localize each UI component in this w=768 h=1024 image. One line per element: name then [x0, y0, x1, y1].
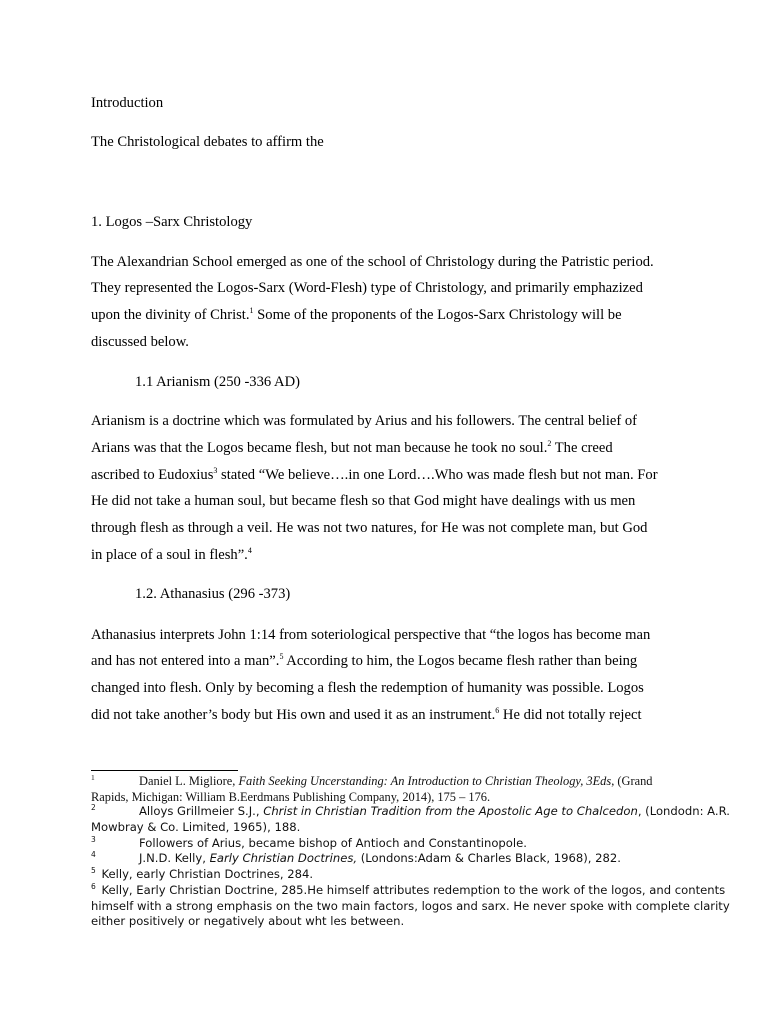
heading-introduction: Introduction [91, 95, 164, 111]
section-1-title: 1. Logos –Sarx Christology [91, 214, 253, 230]
arianism-line-6 [91, 548, 252, 563]
arianism-line-4: He did not take a human soul, but became flesh so that God might have dealings with us men [91, 493, 636, 509]
section-1-2-title: 1.2. Athanasius (296 -373) [135, 586, 291, 602]
footnote-ref-2[interactable]: 2 [547, 439, 552, 448]
athanasius-line-2 [91, 654, 637, 669]
footnote-ref-1[interactable]: 1 [249, 306, 254, 315]
text-run: Alloys Grillmeier S.J., [139, 804, 264, 818]
footnote-6: 6 Kelly, Early Christian Doctrine, 285.He himself attributes redemption to the work of the logos, and contents [91, 882, 726, 897]
section-1-line-4: discussed below. [91, 334, 189, 350]
text-run: ascribed to Eudoxius [91, 467, 214, 483]
text-run: Daniel L. Migliore, [139, 774, 239, 788]
text-run: in place of a soul in flesh”. [91, 547, 248, 563]
footnote-2: 2 Alloys Grillmeier S.J., Christ in Christian Tradition from the Apostolic Age to Chalcedon, (Londodn: A.R. [91, 803, 730, 818]
footnote-separator [91, 770, 238, 771]
athanasius-line-4 [91, 708, 642, 723]
athanasius-line-1: Athanasius interprets John 1:14 from soteriological perspective that “the logos has become man [91, 627, 651, 643]
arianism-line-5: through flesh as through a veil. He was not two natures, for He was not complete man, but God [91, 520, 648, 536]
athanasius-line-3: changed into flesh. Only by becoming a flesh the redemption of humanity was possible. Logos [91, 680, 644, 696]
text-run: , (Grand [611, 774, 653, 788]
arianism-line-1: Arianism is a doctrine which was formulated by Arius and his followers. The central belief of [91, 413, 638, 429]
footnote-ref-4[interactable]: 4 [247, 546, 252, 555]
text-run: According to him, the Logos became flesh rather than being [283, 653, 638, 669]
section-1-line-1: The Alexandrian School emerged as one of the school of Christology during the Patristic period. [91, 254, 654, 270]
footnote-ref-5[interactable]: 5 [279, 652, 284, 661]
text-run: and has not entered into a man”. [91, 653, 280, 669]
text-run: Some of the proponents of the Logos-Sarx Christology will be [253, 307, 622, 323]
arianism-line-3 [91, 468, 658, 483]
section-1-line-3 [91, 308, 622, 323]
text-run: He did not totally reject [499, 707, 642, 723]
footnote-5: 5 Kelly, early Christian Doctrines, 284. [91, 866, 314, 881]
book-title: Christ in Christian Tradition from the Apostolic Age to Chalcedon [263, 804, 638, 818]
footnote-1-line-2: Rapids, Michigan: William B.Eerdmans Publishing Company, 2014), 175 – 176. [91, 790, 491, 804]
text-run: Kelly, early Christian Doctrines, 284. [97, 867, 314, 881]
footnote-6-line-3: either positively or negatively about wht les between. [91, 914, 405, 928]
text-run: The creed [551, 440, 613, 456]
book-title: Faith Seeking Uncerstanding: An Introduction to Christian Theology, 3Eds [238, 774, 612, 788]
arianism-line-2 [91, 441, 613, 456]
footnote-6-line-2: himself with a strong emphasis on the two main factors, logos and sarx. He never spoke with complete clarity [91, 899, 730, 913]
section-1-1-title: 1.1 Arianism (250 -336 AD) [135, 374, 300, 390]
text-run: stated “We believe….in one Lord….Who was made flesh but not man. For [217, 467, 658, 483]
footnote-3: 3 Followers of Arius, became bishop of Antioch and Constantinopole. [91, 835, 527, 850]
text-run: Followers of Arius, became bishop of Antioch and Constantinopole. [139, 836, 527, 850]
footnote-1: 1 Daniel L. Migliore, Faith Seeking Uncerstanding: An Introduction to Christian Theology, 3Eds, (Grand [91, 773, 653, 788]
footnote-ref-6[interactable]: 6 [495, 706, 500, 715]
text-run: did not take another’s body but His own and used it as an instrument. [91, 707, 496, 723]
footnote-ref-3[interactable]: 3 [213, 466, 218, 475]
footnote-4: 4 J.N.D. Kelly, Early Christian Doctrines, (Londons:Adam & Charles Black, 1968), 282. [91, 850, 621, 865]
footnote-2-line-2: Mowbray & Co. Limited, 1965), 188. [91, 820, 301, 834]
book-title: Early Christian Doctrines, [209, 851, 358, 865]
intro-line: The Christological debates to affirm the [91, 134, 324, 150]
text-run: Arians was that the Logos became flesh, but not man because he took no soul. [91, 440, 548, 456]
text-run: , (Londodn: A.R. [637, 804, 730, 818]
text-run: upon the divinity of Christ. [91, 307, 250, 323]
text-run: J.N.D. Kelly, [139, 851, 210, 865]
section-1-line-2: They represented the Logos-Sarx (Word-Flesh) type of Christology, and primarily emphazized [91, 280, 643, 296]
text-run: (Londons:Adam & Charles Black, 1968), 282. [357, 851, 621, 865]
text-run: Kelly, Early Christian Doctrine, 285.He himself attributes redemption to the work of the logos, and contents [97, 883, 726, 897]
